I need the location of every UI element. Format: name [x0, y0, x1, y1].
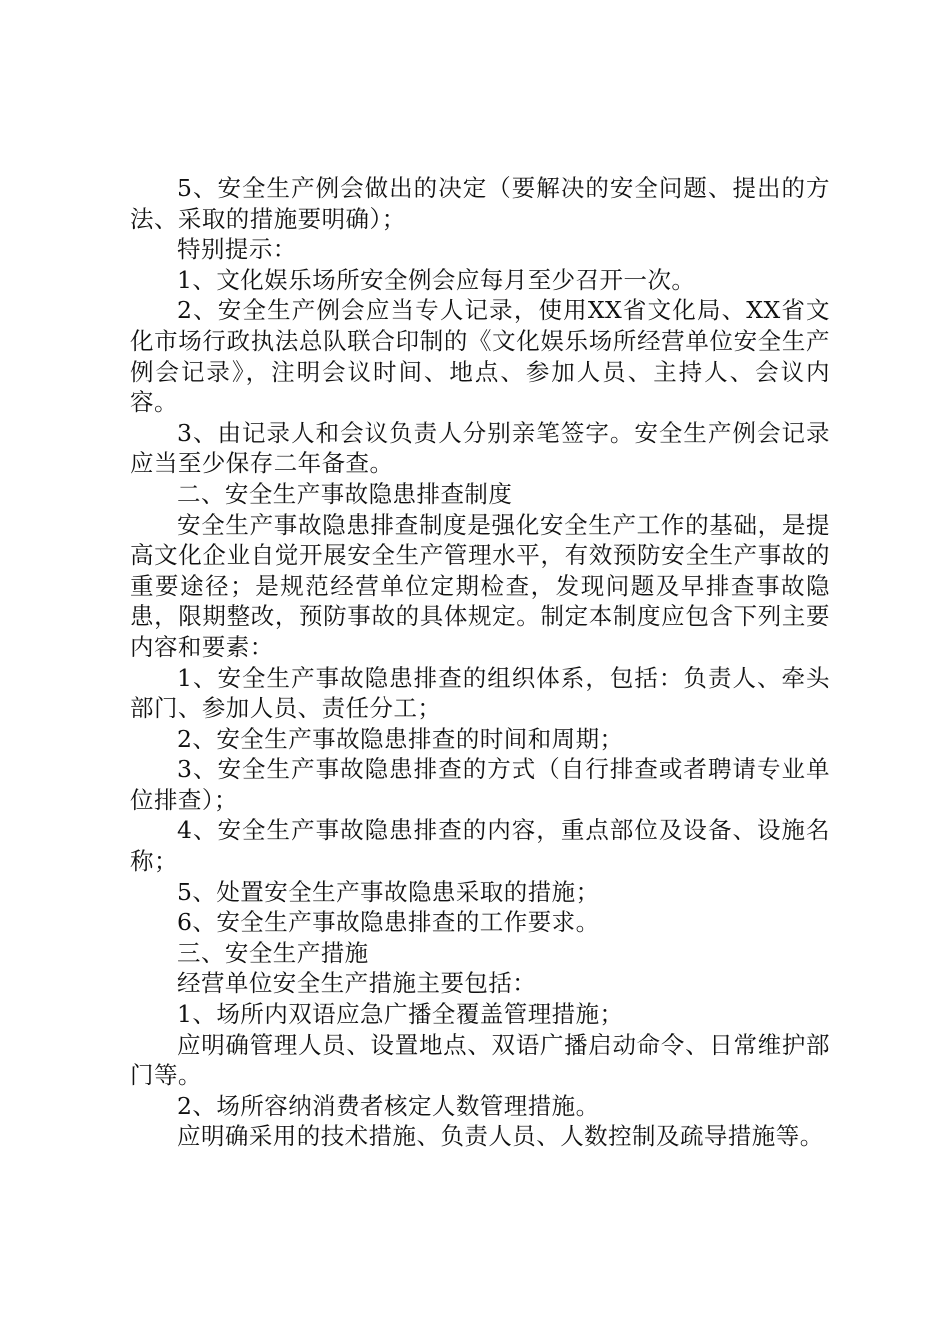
document-body [130, 173, 830, 1152]
paragraph-measure-1: 1、场所内双语应急广播全覆盖管理措施； [177, 1000, 624, 1029]
paragraph-hazard-item-1: 1、安全生产事故隐患排查的组织体系，包括：负责人、牵头部门、参加人员、责任分工； [130, 663, 830, 723]
paragraph-hazard-item-3: 3、安全生产事故隐患排查的方式（自行排查或者聘请专业单位排查）； [130, 755, 830, 814]
paragraph-hazard-item-5: 5、处置安全生产事故隐患采取的措施； [177, 877, 600, 906]
paragraph-hazard-item-6: 6、安全生产事故隐患排查的工作要求。 [177, 908, 600, 937]
paragraph-hazard-item-4: 4、安全生产事故隐患排查的内容，重点部位及设备、设施名称； [130, 816, 830, 876]
paragraph-hazard-item-2: 2、安全生产事故隐患排查的时间和周期； [177, 724, 624, 753]
paragraph-hazard-intro: 安全生产事故隐患排查制度是强化安全生产工作的基础，是提高文化企业自觉开展安全生产管理水平，有效预防安全生产事故的重要途径；是规范经营单位定期检查，发现问题及早排查事故隐患，限期整改，预防事故的具体规定。制定本制度应包含下列主要内容和要素： [130, 510, 830, 661]
paragraph-meeting-decision: 5、安全生产例会做出的决定（要解决的安全问题、提出的方法、采取的措施要明确）； [130, 174, 830, 233]
paragraph-special-notice: 特别提示： [177, 235, 297, 264]
paragraph-notice-2: 2、安全生产例会应当专人记录，使用XX省文化局、XX省文化市场行政执法总队联合印制的《文化娱乐场所经营单位安全生产例会记录》，注明会议时间、地点、参加人员、主持人、会议内容。 [130, 296, 830, 417]
paragraph-measure-1-detail: 应明确管理人员、设置地点、双语广播启动命令、日常维护部门等。 [130, 1030, 830, 1090]
paragraph-measure-2: 2、场所容纳消费者核定人数管理措施。 [177, 1091, 600, 1120]
section-heading-safety-measures: 三、安全生产措施 [177, 938, 369, 967]
section-heading-hazard-inspection: 二、安全生产事故隐患排查制度 [177, 479, 513, 508]
paragraph-notice-3: 3、由记录人和会议负责人分别亲笔签字。安全生产例会记录应当至少保存二年备查。 [130, 418, 830, 478]
paragraph-measure-2-detail: 应明确采用的技术措施、负责人员、人数控制及疏导措施等。 [177, 1122, 824, 1151]
paragraph-notice-1: 1、文化娱乐场所安全例会应每月至少召开一次。 [177, 265, 696, 294]
paragraph-measures-intro: 经营单位安全生产措施主要包括： [177, 969, 537, 998]
